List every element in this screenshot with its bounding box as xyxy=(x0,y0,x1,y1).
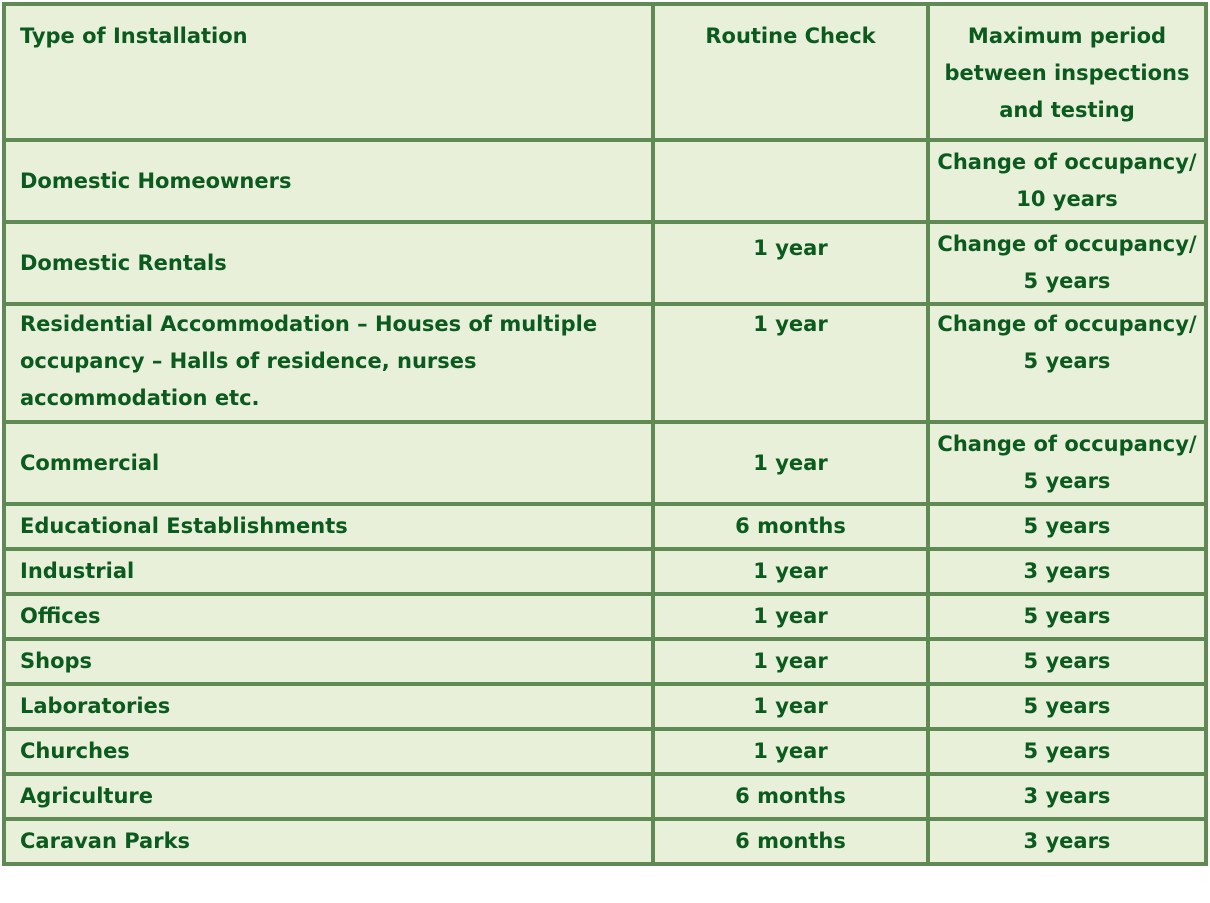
table-row xyxy=(4,639,1206,684)
max-period-cell: 5 years xyxy=(928,684,1206,729)
routine-check-cell: 6 months xyxy=(653,504,928,549)
table-row xyxy=(4,684,1206,729)
table-row xyxy=(4,819,1206,864)
routine-check-cell: 6 months xyxy=(653,774,928,819)
table-row xyxy=(4,422,1206,504)
installation-type-cell: Domestic Rentals xyxy=(4,222,653,304)
routine-check-cell: 1 year xyxy=(653,594,928,639)
installation-type-cell: Shops xyxy=(4,639,653,684)
installation-type-cell: Residential Accommodation – Houses of multiple occupancy – Halls of residence, nurses accommodation etc. xyxy=(4,304,653,422)
max-period-cell: 5 years xyxy=(928,729,1206,774)
installation-type-cell: Churches xyxy=(4,729,653,774)
table-row xyxy=(4,549,1206,594)
routine-check-cell: 1 year xyxy=(653,222,928,304)
max-period-cell: 5 years xyxy=(928,639,1206,684)
table-row xyxy=(4,594,1206,639)
routine-check-cell: 6 months xyxy=(653,819,928,864)
max-period-cell: Change of occupancy/ 5 years xyxy=(928,222,1206,304)
routine-check-cell: 1 year xyxy=(653,422,928,504)
table-row xyxy=(4,304,1206,422)
max-period-cell: 3 years xyxy=(928,774,1206,819)
inspection-period-table xyxy=(2,2,1208,866)
table-row xyxy=(4,504,1206,549)
routine-check-cell: 1 year xyxy=(653,639,928,684)
installation-type-cell: Domestic Homeowners xyxy=(4,140,653,222)
max-period-cell: Change of occupancy/ 5 years xyxy=(928,304,1206,422)
installation-type-cell: Offices xyxy=(4,594,653,639)
table-row xyxy=(4,774,1206,819)
max-period-cell: 3 years xyxy=(928,819,1206,864)
header-maximum-period: Maximum period between inspections and testing xyxy=(928,4,1206,140)
table-row xyxy=(4,140,1206,222)
table-header-row xyxy=(4,4,1206,140)
header-routine-check: Routine Check xyxy=(653,4,928,140)
max-period-cell: 5 years xyxy=(928,594,1206,639)
installation-type-cell: Agriculture xyxy=(4,774,653,819)
routine-check-cell: 1 year xyxy=(653,549,928,594)
routine-check-cell: 1 year xyxy=(653,684,928,729)
routine-check-cell: 1 year xyxy=(653,729,928,774)
routine-check-cell: 1 year xyxy=(653,304,928,422)
installation-type-cell: Laboratories xyxy=(4,684,653,729)
max-period-cell: Change of occupancy/ 5 years xyxy=(928,422,1206,504)
table-row xyxy=(4,222,1206,304)
installation-type-cell: Educational Establishments xyxy=(4,504,653,549)
inspection-table-container xyxy=(2,2,1204,866)
max-period-cell: Change of occupancy/ 10 years xyxy=(928,140,1206,222)
max-period-cell: 5 years xyxy=(928,504,1206,549)
installation-type-cell: Caravan Parks xyxy=(4,819,653,864)
routine-check-cell xyxy=(653,140,928,222)
max-period-cell: 3 years xyxy=(928,549,1206,594)
installation-type-cell: Commercial xyxy=(4,422,653,504)
header-type-of-installation: Type of Installation xyxy=(4,4,653,140)
installation-type-cell: Industrial xyxy=(4,549,653,594)
table-row xyxy=(4,729,1206,774)
